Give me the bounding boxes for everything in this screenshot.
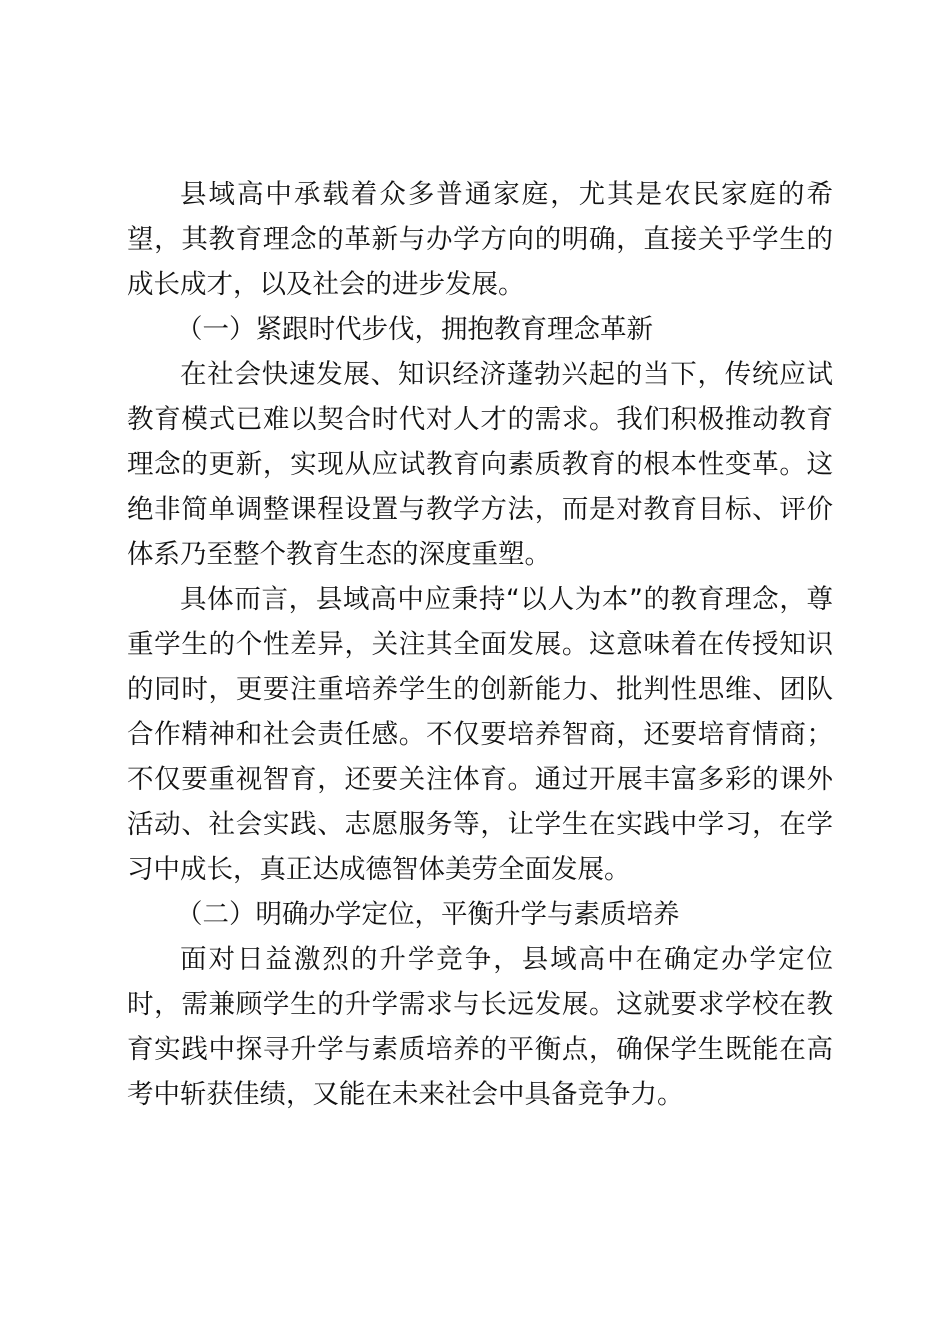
paragraph-section-1-b: 具体而言，县域高中应秉持“以人为本”的教育理念，尊重学生的个性差异，关注其全面发展。这意味着在传授知识的同时，更要注重培养学生的创新能力、批判性思维、团队合作精神和社会责任感。不仅要培养智商，还要培育情商；不仅要重视智育，还要关注体育。通过开展丰富多彩的课外活动、社会实践、志愿服务等，让学生在实践中学习，在学习中成长，真正达成德智体美劳全面发展。 — [127, 584, 833, 885]
document-body — [127, 172, 833, 1117]
section-heading-1: （一）紧跟时代步伐，拥抱教育理念革新 — [176, 314, 654, 345]
paragraph-section-2: 面对日益激烈的升学竞争，县域高中在确定办学定位时，需兼顾学生的升学需求与长远发展。这就要求学校在教育实践中探寻升学与素质培养的平衡点，确保学生既能在高考中斩获佳绩，又能在未来社会中具备竞争力。 — [127, 944, 833, 1110]
section-heading-2: （二）明确办学定位，平衡升学与素质培养 — [176, 899, 680, 930]
paragraph-intro: 县域高中承载着众多普通家庭，尤其是农民家庭的希望，其教育理念的革新与办学方向的明确，直接关乎学生的成长成才，以及社会的进步发展。 — [127, 179, 833, 300]
paragraph-section-1-a: 在社会快速发展、知识经济蓬勃兴起的当下，传统应试教育模式已难以契合时代对人才的需求。我们积极推动教育理念的更新，实现从应试教育向素质教育的根本性变革。这绝非简单调整课程设置与教学方法，而是对教育目标、评价体系乃至整个教育生态的深度重塑。 — [127, 359, 833, 570]
